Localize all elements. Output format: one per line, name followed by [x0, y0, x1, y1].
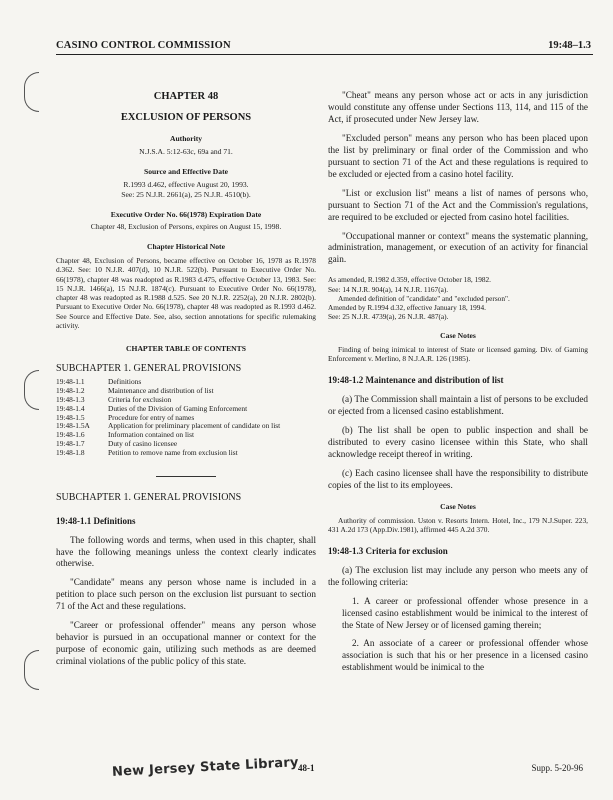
- section-heading-criteria: 19:48-1.3 Criteria for exclusion: [328, 546, 448, 557]
- source-heading: Source and Effective Date: [143, 167, 228, 176]
- supplement-date: Supp. 5-20-96: [531, 763, 583, 773]
- toc-row: [56, 449, 280, 458]
- subsection-a: (a) The exclusion list may include any person who meets any of the following criteria:: [328, 564, 588, 587]
- toc-title: Petition to remove name from exclusion list: [108, 448, 238, 458]
- binding-hole-mark: [24, 370, 39, 410]
- toc-title: Application for preliminary placement of candidate on list: [108, 421, 281, 431]
- binding-hole-mark: [24, 72, 39, 112]
- toc-number: 19:48-1.7: [56, 439, 85, 449]
- source-text-2: See: 25 N.J.R. 2661(a), 25 N.J.R. 4510(b).: [121, 189, 251, 199]
- case-note: Authority of commission. Uston v. Resorts Intern. Hotel, Inc., 179 N.J.Super. 223, 431 A.2d 173 (App.Div.1981), affirmed 445 A.2d 370.: [328, 515, 588, 534]
- source-text-1: R.1993 d.462, effective August 20, 1993.: [123, 179, 249, 189]
- paragraph: The following words and terms, when used in this chapter, shall have the following meanings unless the context clearly indicates otherwise.: [56, 534, 316, 569]
- subsection-a: (a) The Commission shall maintain a list of persons to be excluded or ejected from a licensed casino establishment.: [328, 393, 588, 416]
- criterion-2: 2. An associate of a career or professional offender whose association is such that his or her presence in a licensed casino establishment would be inimical to the: [342, 638, 588, 673]
- binding-hole-mark: [24, 650, 39, 690]
- toc-title: Maintenance and distribution of list: [108, 385, 214, 395]
- subsection-b: (b) The list shall be open to public inspection and shall be distributed to every casino licensee within this State, who shall acknowledge receipt thereof in writing.: [328, 424, 588, 459]
- subsection-c: (c) Each casino licensee shall have the responsibility to distribute copies of the list to its employees.: [328, 467, 588, 490]
- running-header-right: 19:48–1.3: [548, 40, 591, 51]
- page-number: 48-1: [298, 763, 315, 773]
- executive-order-heading: Executive Order No. 66(1978) Expiration Date: [110, 209, 262, 219]
- toc-number: 19:48-1.5A: [56, 421, 90, 431]
- case-note: Finding of being inimical to interest of State or licensed gaming. Div. of Gaming Enforcement v. Merlino, 8 N.J.A.R. 126 (1985).: [328, 344, 588, 364]
- toc-title: Information contained on list: [108, 430, 194, 440]
- definition-cheat: "Cheat" means any person whose act or acts in any jurisdiction would constitute any offense under Sections 113, 114, and 115 of the Act, if prosecuted under New Jersey law.: [328, 90, 588, 124]
- toc-number: 19:48-1.2: [56, 385, 85, 395]
- authority-heading: Authority: [169, 134, 203, 144]
- amendment-line: Amended definition of "candidate" and "excluded person".: [338, 293, 510, 303]
- executive-order-text: Chapter 48, Exclusion of Persons, expires on August 15, 1998.: [90, 222, 282, 232]
- toc-title: Definitions: [108, 377, 142, 387]
- authority-text: N.J.S.A. 5:12-63c, 69a and 71.: [139, 147, 233, 157]
- definition-occupational-manner: "Occupational manner or context" means the systematic planning, administration, management, or execution of an activity for financial gain.: [328, 230, 588, 265]
- amendment-line: See: 14 N.J.R. 904(a), 14 N.J.R. 1167(a).: [328, 284, 449, 294]
- case-notes-heading: Case Notes: [440, 330, 476, 340]
- criterion-1: 1. A career or professional offender whose presence in a licensed casino establishment would be inimical to the interest of the State of New Jersey or of licensed gaming therein;: [342, 595, 588, 630]
- amendment-notes: [328, 275, 588, 321]
- running-header-left: CASINO CONTROL COMMISSION: [56, 40, 231, 51]
- amendment-line: See: 25 N.J.R. 4739(a), 26 N.J.R. 487(a).: [328, 311, 449, 321]
- chapter-name: EXCLUSION OF PERSONS: [120, 111, 252, 123]
- toc-number: 19:48-1.1: [56, 377, 85, 387]
- definition-exclusion-list: "List or exclusion list" means a list of names of persons who, pursuant to Section 71 of the Act and the Commission's regulations, are required to be excluded or ejected from casino hotel facilities.: [328, 187, 588, 222]
- toc-number: 19:48-1.4: [56, 403, 85, 413]
- toc-title: Criteria for exclusion: [108, 394, 172, 404]
- toc-number: 19:48-1.5: [56, 412, 85, 422]
- toc-number: 19:48-1.8: [56, 448, 85, 458]
- toc-heading: CHAPTER TABLE OF CONTENTS: [126, 344, 246, 354]
- toc-title: Procedure for entry of names: [108, 412, 195, 422]
- historical-note-text: Chapter 48, Exclusion of Persons, became effective on October 16, 1978 as R.1978 d.362. See: 10 N.J.R. 407(d), 10 N.J.R. 522(b). Pursuant to Executive Order No. 66(1978), chapter 48 was readopted as R.1983 d.475, effective October 13, 1983. See: 15 N.J.R. 1466(a), 15 N.J.R. 1874(c). Pursuant to Executive Order No. 66(1978), chapter 48 was readopted as R.1988 d.525. See 20 N.J.R. 2252(a), 20 N.J.R. 2802(b). Pursuant to Executive Order No. 66(1978), chapter 48 was readopted as R.1993 d.462. See Source and Effective Date. See, also, section annotations for specific rulemaking activity.: [56, 256, 316, 330]
- header-rule: [56, 54, 593, 55]
- toc-number: 19:48-1.3: [56, 394, 85, 404]
- toc-number: 19:48-1.6: [56, 430, 85, 440]
- section-divider: [156, 476, 216, 477]
- definition-career-offender: "Career or professional offender" means any person whose behavior is pursued in an occupational manner or context for the purpose of economic gain, utilizing such methods as are deemed criminal violations of the public policy of this state.: [56, 620, 316, 667]
- definition-candidate: "Candidate" means any person whose name is included in a petition to place such person on the exclusion list pursuant to section 71 of the Act and these regulations.: [56, 577, 316, 612]
- case-notes-heading: Case Notes: [440, 501, 476, 511]
- section-heading-definitions: 19:48-1.1 Definitions: [56, 515, 136, 526]
- amendment-line: Amended by R.1994 d.32, effective January 18, 1994.: [328, 302, 486, 312]
- subchapter-heading: SUBCHAPTER 1. GENERAL PROVISIONS: [56, 491, 242, 503]
- right-column: [328, 90, 588, 674]
- amendment-line: As amended, R.1982 d.359, effective October 18, 1982.: [328, 275, 491, 285]
- table-of-contents: [56, 378, 280, 458]
- toc-title: Duties of the Division of Gaming Enforcement: [108, 403, 248, 413]
- historical-note-heading: Chapter Historical Note: [147, 242, 225, 252]
- definition-excluded-person: "Excluded person" means any person who has been placed upon the list by preliminary or final order of the Commission and who pursuant to section 71 of the Act and these regulations is required to be excluded or ejected from a casino hotel facility.: [328, 132, 588, 179]
- toc-subchapter: SUBCHAPTER 1. GENERAL PROVISIONS: [56, 363, 242, 375]
- left-column: [56, 90, 316, 668]
- chapter-title: CHAPTER 48: [153, 91, 219, 102]
- library-stamp: New Jersey State Library: [111, 755, 299, 780]
- toc-title: Duty of casino licensee: [108, 439, 178, 449]
- section-heading-maintenance: 19:48-1.2 Maintenance and distribution of list: [328, 375, 504, 386]
